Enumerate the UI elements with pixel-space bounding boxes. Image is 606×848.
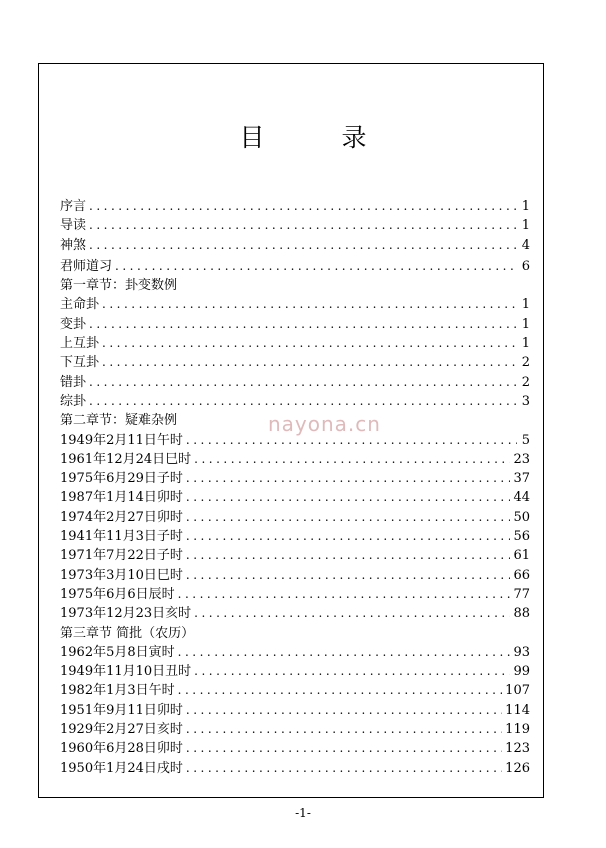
toc-entry-label: 1950年1月24日戌时: [60, 760, 183, 776]
toc-entry-label: 1973年12月23日亥时: [60, 606, 192, 622]
toc-entry-page: 1: [521, 218, 530, 234]
leader-dots: [186, 508, 511, 527]
toc-entry-page: 123: [505, 741, 530, 757]
leader-dots: [102, 353, 517, 372]
toc-entry-label: 1929年2月27日亥时: [60, 722, 183, 738]
toc-entry-label: 1949年11月10日丑时: [60, 664, 192, 680]
leader-dots: [89, 392, 517, 411]
leader-dots: [186, 469, 511, 488]
toc-entry[interactable]: [60, 197, 530, 216]
toc-entry[interactable]: [60, 527, 530, 546]
toc-entry-label: 主命卦: [60, 297, 100, 313]
toc-entry-page: 126: [505, 760, 530, 776]
leader-dots: [194, 662, 510, 681]
toc-entry-label: 综卦: [60, 393, 87, 409]
leader-dots: [186, 546, 511, 565]
toc-entry-label: 1975年6月6日辰时: [60, 586, 175, 602]
toc-entry[interactable]: [60, 257, 530, 276]
toc-entry[interactable]: [60, 236, 530, 255]
leader-dots: [102, 295, 517, 314]
toc-entry-page: 61: [513, 548, 530, 564]
leader-dots: [178, 643, 511, 662]
toc-entry-label: 1975年6月29日子时: [60, 471, 183, 487]
toc-entry-page: 1: [521, 297, 530, 313]
toc-entry-page: 50: [513, 509, 530, 525]
toc-entry[interactable]: [60, 662, 530, 681]
toc-entry[interactable]: [60, 643, 530, 662]
leader-dots: [102, 334, 517, 353]
toc-entry[interactable]: [60, 315, 530, 334]
toc-entry[interactable]: [60, 353, 530, 372]
toc-entry-label: 1971年7月22日子时: [60, 548, 183, 564]
toc-entry[interactable]: [60, 392, 530, 411]
toc-entry-page: 93: [513, 644, 530, 660]
leader-dots: [89, 236, 517, 255]
toc-entry-label: 导读: [60, 218, 87, 234]
watermark: nayona.cn: [268, 412, 381, 436]
toc-entry[interactable]: [60, 431, 530, 450]
leader-dots: [186, 739, 502, 758]
leader-dots: [178, 681, 503, 700]
leader-dots: [186, 759, 502, 778]
toc-entry-page: 4: [521, 237, 530, 253]
leader-dots: [186, 527, 511, 546]
leader-dots: [89, 216, 517, 235]
toc-entry[interactable]: [60, 566, 530, 585]
leader-dots: [186, 488, 511, 507]
toc-entry-page: 1: [521, 199, 530, 214]
toc-entry-page: 77: [513, 586, 530, 602]
toc-title: 目 录: [239, 123, 393, 152]
toc-entry-label: 变卦: [60, 316, 87, 332]
toc-entry-page: 44: [513, 490, 530, 506]
leader-dots: [186, 566, 511, 585]
toc-entry[interactable]: [60, 759, 530, 778]
leader-dots: [186, 720, 502, 739]
toc-entry-label: 1974年2月27日卯时: [60, 509, 183, 525]
toc-entry-label: 序言: [60, 199, 87, 214]
toc-entry[interactable]: [60, 295, 530, 314]
toc-entry-label: 1962年5月8日寅时: [60, 644, 175, 660]
toc-entry-label: 君师道习: [60, 258, 113, 274]
toc-entry-label: 1987年1月14日卯时: [60, 490, 183, 506]
toc-entry[interactable]: [60, 508, 530, 527]
leader-dots: [186, 431, 517, 450]
chapter-heading: 第三章节 简批（农历）: [60, 625, 195, 641]
leader-dots: [186, 701, 502, 720]
toc-entry-page: 5: [521, 432, 530, 448]
toc-entry-page: 56: [513, 529, 530, 545]
toc-entry[interactable]: [60, 450, 530, 469]
chapter-heading: 第一章节：卦变数例: [60, 278, 178, 294]
toc-entry[interactable]: [60, 585, 530, 604]
toc-entry-label: 下互卦: [60, 355, 100, 371]
leader-dots: [194, 450, 510, 469]
toc-entry-label: 1982年1月3日午时: [60, 683, 175, 699]
toc-entry[interactable]: [60, 488, 530, 507]
toc-entry-label: 上互卦: [60, 336, 100, 352]
leader-dots: [194, 604, 510, 623]
leader-dots: [89, 315, 517, 334]
toc-entry-label: 错卦: [60, 374, 87, 390]
toc-entry-page: 107: [505, 683, 530, 699]
toc-entry-page: 119: [505, 722, 530, 738]
table-of-contents: [60, 197, 530, 778]
toc-entry-page: 23: [513, 451, 530, 467]
toc-entry[interactable]: [60, 720, 530, 739]
toc-entry-label: 1973年3月10日巳时: [60, 567, 183, 583]
toc-entry-page: 2: [521, 374, 530, 390]
toc-entry[interactable]: [60, 216, 530, 235]
toc-entry-label: 1961年12月24日巳时: [60, 451, 192, 467]
toc-entry-label: 神煞: [60, 237, 87, 253]
toc-entry-label: 1951年9月11日卯时: [60, 702, 183, 718]
leader-dots: [115, 257, 517, 276]
toc-entry[interactable]: [60, 739, 530, 758]
toc-entry[interactable]: [60, 334, 530, 353]
toc-entry[interactable]: [60, 681, 530, 700]
chapter-heading: 第二章节：疑难杂例: [60, 413, 178, 429]
toc-entry-page: 88: [513, 606, 530, 622]
toc-entry-page: 1: [521, 316, 530, 332]
toc-entry[interactable]: [60, 469, 530, 488]
toc-entry-page: 2: [521, 355, 530, 371]
toc-entry-page: 1: [521, 336, 530, 352]
toc-entry[interactable]: [60, 701, 530, 720]
toc-entry-label: 1949年2月11日午时: [60, 432, 183, 448]
leader-dots: [89, 197, 517, 216]
toc-entry[interactable]: [60, 604, 530, 623]
toc-entry-page: 66: [513, 567, 530, 583]
toc-entry-page: 114: [505, 702, 530, 718]
toc-entry-page: 99: [513, 664, 530, 680]
toc-entry-label: 1941年11月3日子时: [60, 529, 183, 545]
toc-entry-label: 1960年6月28日卯时: [60, 741, 183, 757]
toc-entry-page: 3: [521, 393, 530, 409]
toc-entry[interactable]: [60, 546, 530, 565]
leader-dots: [89, 373, 517, 392]
toc-entry[interactable]: [60, 373, 530, 392]
page-number: -1-: [295, 806, 311, 820]
leader-dots: [178, 585, 511, 604]
toc-entry-page: 6: [521, 258, 530, 274]
toc-entry-page: 37: [513, 471, 530, 487]
